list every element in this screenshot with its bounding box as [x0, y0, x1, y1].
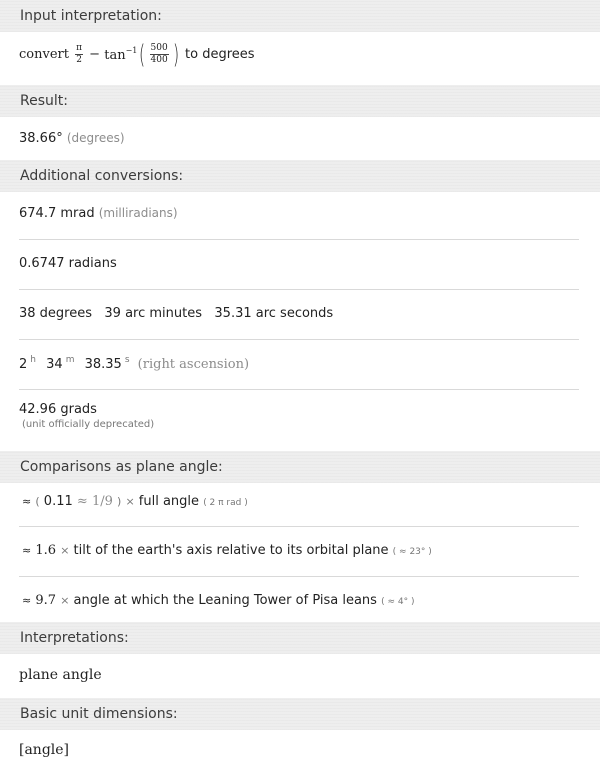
divider [19, 339, 579, 340]
divider [19, 289, 579, 290]
tan-label: tan [104, 48, 126, 63]
left-paren: ( [35, 495, 40, 508]
dimensions-header: Basic unit dimensions: [0, 698, 600, 730]
divider [19, 526, 579, 527]
approx-sign: ≈ [22, 594, 32, 607]
times-sign: × [60, 544, 70, 557]
divider [19, 239, 579, 240]
mrad-value: 674.7 mrad [19, 206, 95, 221]
input-interpretation-row [0, 32, 600, 82]
dimension-value: [angle] [19, 742, 70, 758]
pisa-ratio: 9.7 [35, 593, 57, 608]
ra-minutes: 34 [46, 357, 63, 372]
grads-value: 42.96 grads [19, 402, 97, 417]
pisa-note: ( ≈ 4° ) [381, 597, 415, 607]
approx-sign: ≈ [22, 544, 32, 557]
interpretations-row [0, 654, 600, 698]
right-paren: ) [117, 495, 122, 508]
earth-tilt-note: ( ≈ 23° ) [392, 547, 432, 557]
conversion-radians [0, 241, 600, 290]
comparison-full-angle [0, 483, 600, 527]
comparison-pisa [0, 578, 600, 624]
ratio-fraction [150, 43, 169, 66]
ra-hours: 2 [19, 357, 28, 372]
mrad-unit: (milliradians) [98, 206, 178, 220]
grads-note: (unit officially deprecated) [22, 419, 155, 430]
full-angle-ratio: 0.11 [43, 494, 73, 509]
to-degrees-label: to degrees [185, 47, 255, 62]
ra-minutes-unit: m [65, 355, 75, 365]
conversion-mrad [0, 192, 600, 240]
comparisons-header: Comparisons as plane angle: [0, 451, 600, 483]
ra-seconds-unit: s [124, 355, 130, 365]
full-angle-fraction: 1/9 [91, 494, 113, 509]
pi-symbol: π [76, 43, 83, 53]
tan-function [104, 48, 137, 63]
approx-sign-2: ≈ [76, 494, 88, 509]
approx-sign: ≈ [22, 495, 32, 508]
pi-over-2 [75, 43, 83, 66]
conversion-grads [0, 391, 600, 449]
inverse-exponent: −1 [125, 46, 138, 55]
earth-tilt-ratio: 1.6 [35, 543, 57, 558]
conversion-right-ascension [0, 341, 600, 390]
ra-hours-unit: h [30, 355, 36, 365]
comparison-earth-tilt [0, 528, 600, 577]
result-value: 38.66° [19, 131, 63, 146]
full-angle-note: ( 2 π rad ) [203, 498, 248, 508]
input-expression [19, 39, 255, 70]
earth-tilt-label: tilt of the earth's axis relative to its orbital plane [73, 543, 389, 558]
interpretation-value: plane angle [19, 667, 102, 683]
minus-sign: − [89, 47, 101, 62]
right-paren: ) [172, 39, 179, 70]
left-paren: ( [139, 39, 146, 70]
input-interpretation-header: Input interpretation: [0, 0, 600, 32]
ra-seconds: 38.35 [84, 357, 122, 372]
ratio-denominator: 400 [150, 55, 168, 65]
divider [19, 576, 579, 577]
additional-conversions-header: Additional conversions: [0, 160, 600, 192]
ratio-numerator: 500 [150, 43, 168, 53]
dms-value: 38 degrees 39 arc minutes 35.31 arc seconds [19, 306, 334, 321]
times-sign: × [60, 594, 70, 607]
conversion-dms [0, 291, 600, 340]
radians-value: 0.6747 radians [19, 256, 117, 271]
full-angle-label: full angle [138, 494, 200, 509]
result-row [0, 117, 600, 162]
dimensions-row [0, 730, 600, 778]
convert-label: convert [19, 47, 69, 62]
divider [19, 389, 579, 390]
result-header: Result: [0, 85, 600, 117]
times-sign: × [125, 495, 135, 508]
pisa-label: angle at which the Leaning Tower of Pisa leans [73, 593, 377, 608]
ra-label: (right ascension) [137, 357, 250, 372]
interpretations-header: Interpretations: [0, 622, 600, 654]
result-unit: (degrees) [66, 131, 125, 145]
denominator-two: 2 [76, 55, 82, 65]
